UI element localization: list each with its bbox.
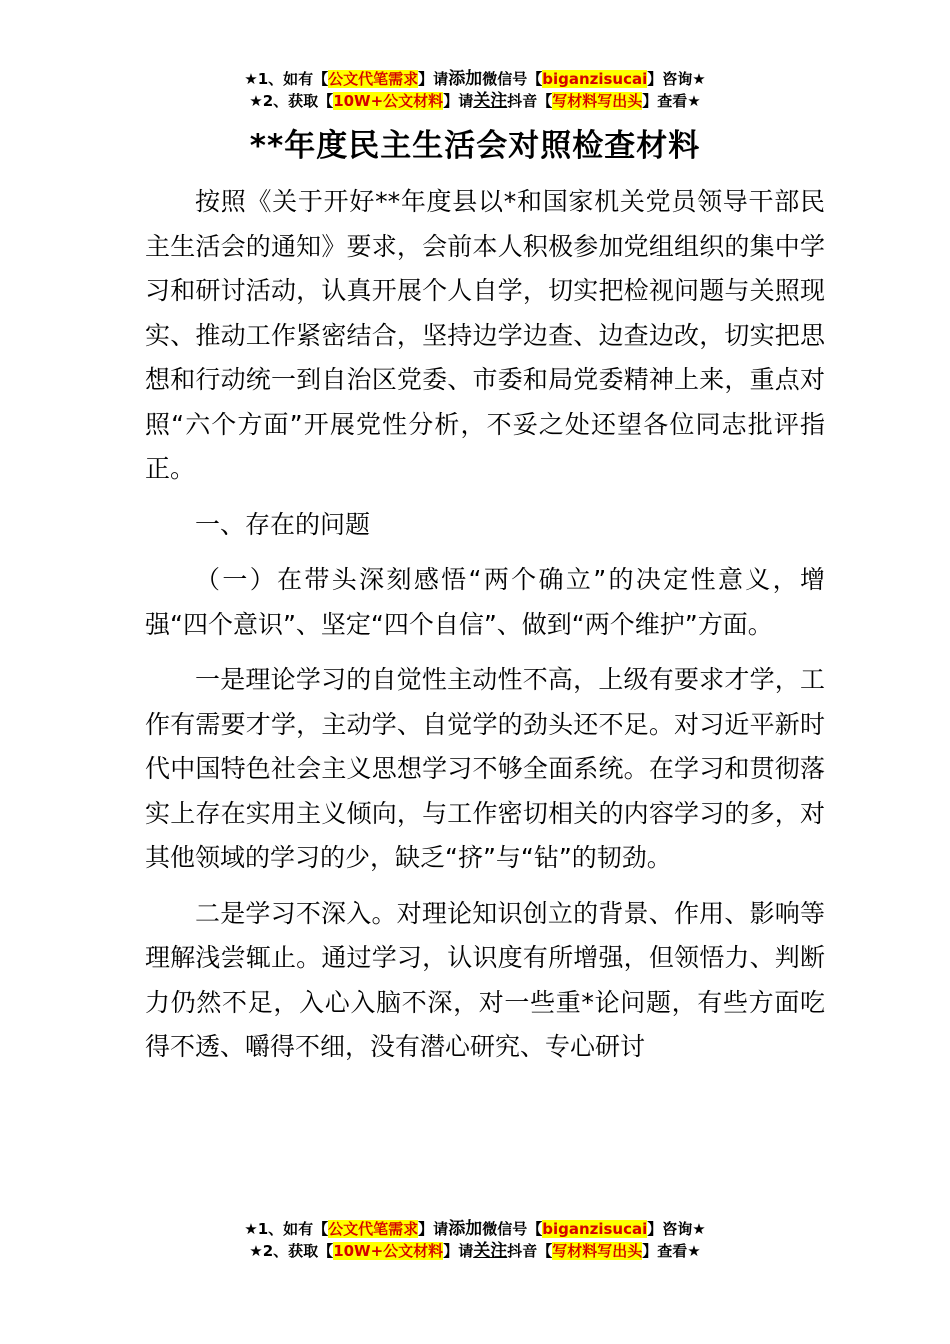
banner-text: 抖音【 — [507, 1242, 553, 1260]
banner-highlight-service: 公文代笔需求 — [328, 70, 419, 88]
banner-text: 微信号【 — [482, 70, 543, 88]
paragraph-point-2: 二是学习不深入。对理论知识创立的背景、作用、影响等理解浅尝辄止。通过学习，认识度有所增强，但领悟力、判断力仍然不足，入心入脑不深，对一些重*论问题，有些方面吃得不透、嚼得不细，没有潜心研究、专心研讨 — [145, 898, 825, 1061]
banner-text: 】请 — [443, 1242, 474, 1260]
banner-highlight-douyin: 写材料写出头 — [552, 1242, 643, 1260]
banner-text: 】请 — [443, 92, 474, 110]
header-banner — [0, 68, 950, 112]
document-body — [145, 180, 825, 1070]
footer-banner — [0, 1218, 950, 1262]
banner-text: ★1、如有【 — [244, 70, 329, 88]
banner-emphasis: 关注 — [473, 91, 508, 111]
paragraph-point-1: 一是理论学习的自觉性主动性不高，上级有要求才学，工作有需要才学，主动学、自觉学的劲头还不足。对习近平新时代中国特色社会主义思想学习不够全面系统。在学习和贯彻落实上存在实用主义倾向，与工作密切相关的内容学习的多，对其他领域的学习的少，缺乏“挤”与“钻”的韧劲。 — [145, 665, 825, 872]
banner-text: 】请 — [418, 70, 449, 88]
banner-text: 】查看★ — [642, 92, 701, 110]
banner-highlight-wechat-id: biganzisucai — [542, 1220, 648, 1238]
banner-emphasis: 添加 — [448, 1219, 483, 1239]
banner-emphasis: 添加 — [448, 69, 483, 89]
banner-highlight-materials: 10W+公文材料 — [333, 1242, 444, 1260]
paragraph-intro: 按照《关于开好**年度县以*和国家机关党员领导干部民主生活会的通知》要求，会前本人积极参加党组组织的集中学习和研讨活动，认真开展个人自学，切实把检视问题与关照现实、推动工作紧密结合，坚持边学边查、边查边改，切实把思想和行动统一到自治区党委、市委和局党委精神上来，重点对照“六个方面”开展党性分析，不妥之处还望各位同志批评指正。 — [145, 187, 825, 483]
section-heading: 一、存在的问题 — [195, 509, 371, 539]
banner-highlight-douyin: 写材料写出头 — [552, 92, 643, 110]
banner-highlight-wechat-id: biganzisucai — [542, 70, 648, 88]
banner-text: 抖音【 — [507, 92, 553, 110]
banner-text: ★2、获取【 — [249, 92, 334, 110]
banner-text: 微信号【 — [482, 1220, 543, 1238]
banner-emphasis: 关注 — [473, 1241, 508, 1261]
subsection-heading: （一）在带头深刻感悟“两个确立”的决定性意义，增强“四个意识”、坚定“四个自信”、做到“两个维护”方面。 — [145, 565, 825, 639]
banner-text: 】咨询★ — [647, 1220, 706, 1238]
footer-banner-line-2 — [0, 1240, 950, 1262]
banner-text: 】查看★ — [642, 1242, 701, 1260]
banner-highlight-materials: 10W+公文材料 — [333, 92, 444, 110]
document-title: **年度民主生活会对照检查材料 — [249, 128, 701, 164]
banner-text: 】请 — [418, 1220, 449, 1238]
banner-text: ★2、获取【 — [249, 1242, 334, 1260]
header-banner-line-1 — [0, 68, 950, 90]
banner-text: ★1、如有【 — [244, 1220, 329, 1238]
header-banner-line-2 — [0, 90, 950, 112]
footer-banner-line-1 — [0, 1218, 950, 1240]
banner-text: 】咨询★ — [647, 70, 706, 88]
banner-highlight-service: 公文代笔需求 — [328, 1220, 419, 1238]
